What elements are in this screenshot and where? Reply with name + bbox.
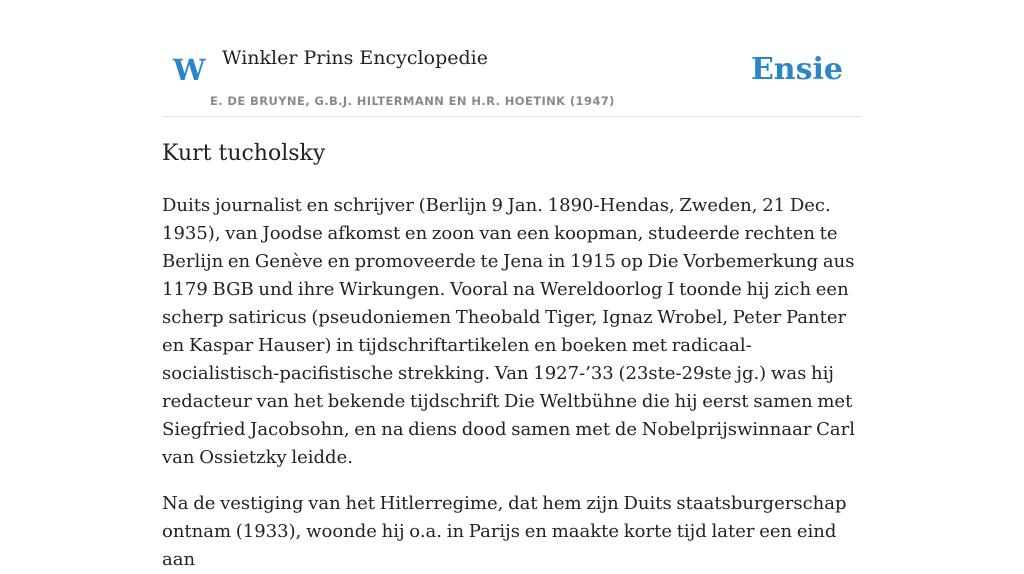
article (162, 136, 862, 574)
publication-authors: E. DE BRUYNE, G.B.J. HILTERMANN EN H.R. HOETINK (1947) (210, 94, 615, 108)
article-paragraph-1: Duits journalist en schrijver (Berlijn 9 Jan. 1890-Hendas, Zweden, 21 Dec. 1935), van Joodse afkomst en zoon van een koopman, studeerde rechten te Berlijn en Genève en promoveerde te Jena in 1915 op Die Vorbemerkung aus 1179 BGB und ihre Wirkungen. Vooral na Wereldoorlog I toonde hij zich een scherp satiricus (pseudoniemen Theobald Tiger, Ignaz Wrobel, Peter Panter en Kaspar Hauser) in tijdschriftartikelen en boeken met radicaal-socialistisch-pacifistische strekking. Van 1927-’33 (23ste-29ste jg.) was hij redacteur van het bekende tijdschrift Die Weltbühne die hij eerst samen met Siegfried Jacobsohn, en na diens dood samen met de Nobelprijswinnaar Carl van Ossietzky leidde. (162, 195, 856, 468)
site-header (162, 0, 862, 117)
publication-title[interactable]: Winkler Prins Encyclopedie (222, 47, 488, 69)
article-paragraph-2: Na de vestiging van het Hitlerregime, dat hem zijn Duits staatsburgerschap ontnam (1933), woonde hij o.a. in Parijs en maakte korte tijd later een eind aan (162, 493, 847, 570)
article-title: Kurt tucholsky (162, 141, 326, 166)
winkler-prins-logo[interactable]: W (173, 53, 206, 87)
ensie-brand-logo[interactable]: Ensie (750, 52, 843, 87)
